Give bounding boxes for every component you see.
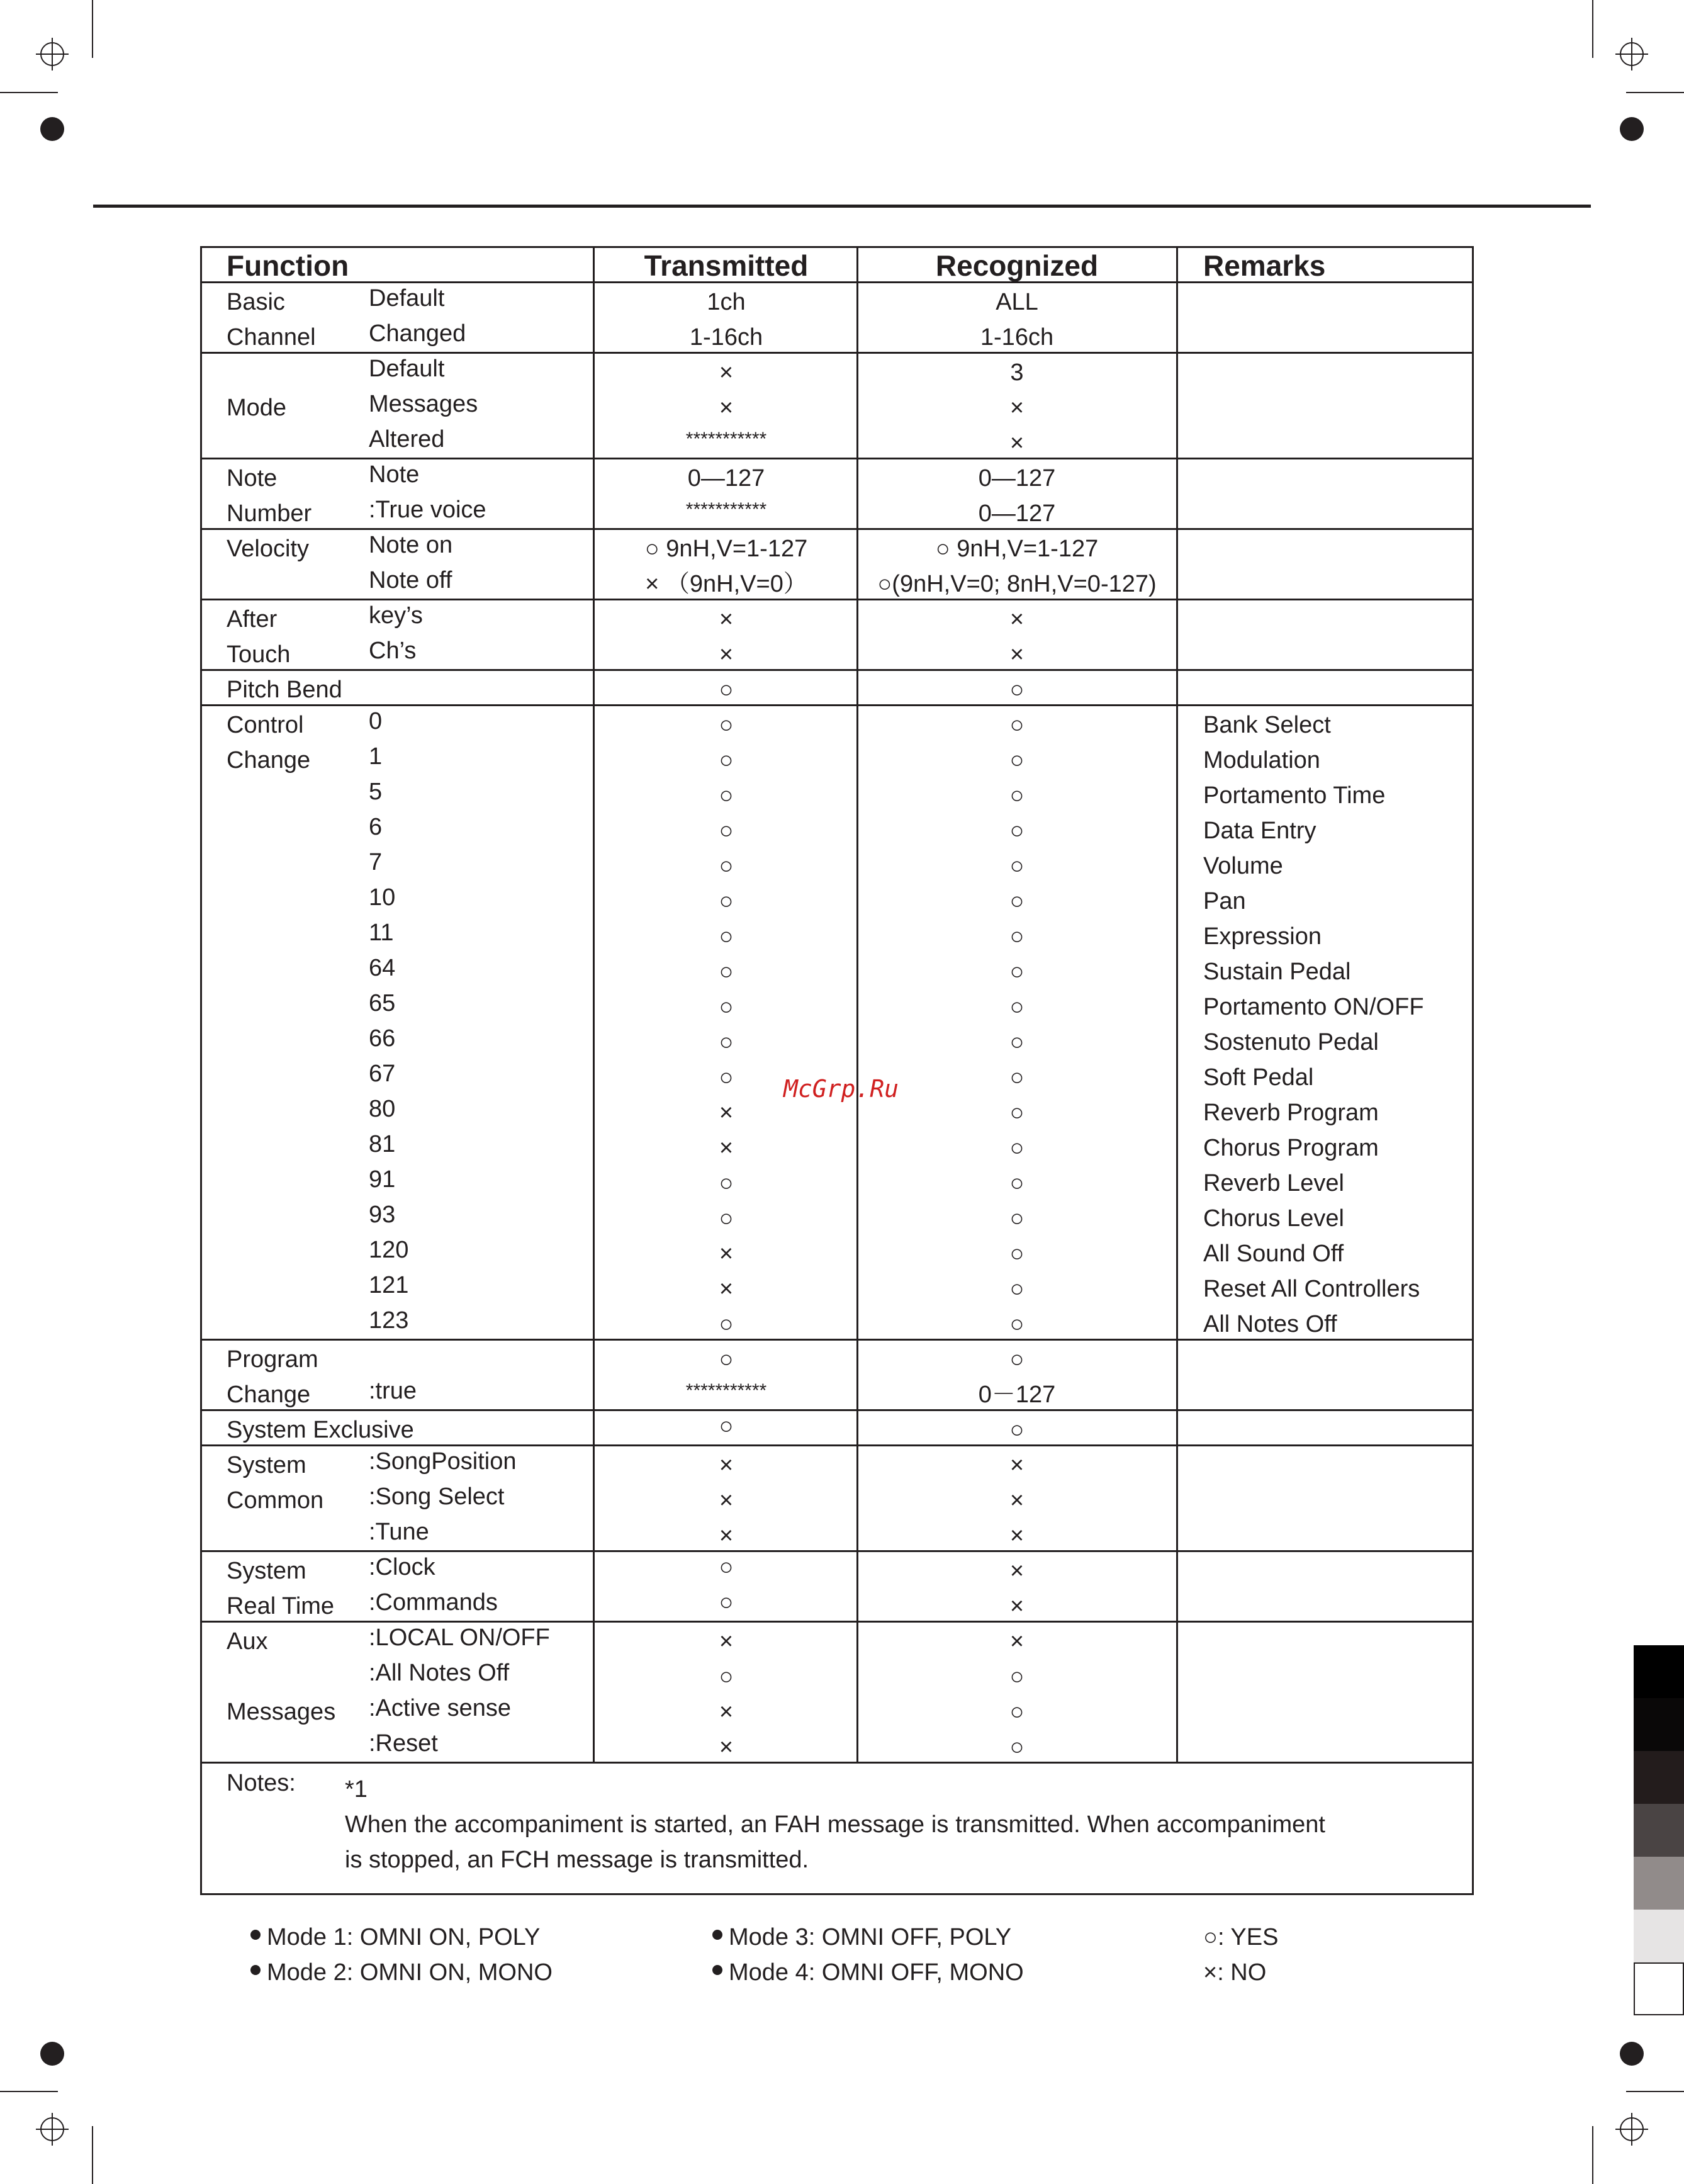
recognized-value: ○ <box>1009 1734 1024 1760</box>
recognized-value: × <box>1009 1558 1024 1584</box>
recognized-value: ○ <box>1009 1064 1024 1091</box>
function-label: Number <box>227 500 312 527</box>
sub-function-label: Altered <box>369 426 445 453</box>
transmitted-value: 0—127 <box>687 465 765 492</box>
recognized-value: ○ <box>1009 1170 1024 1196</box>
controller-number: 81 <box>369 1131 396 1157</box>
function-label: Mode <box>227 395 287 421</box>
transmitted-value: × <box>719 1276 734 1302</box>
controller-number: 10 <box>369 884 396 911</box>
swatch <box>1634 1910 1684 1962</box>
remark-text: Reset All Controllers <box>1203 1276 1420 1302</box>
function-label: Messages <box>227 1699 336 1725</box>
recognized-value: ○ <box>1009 888 1024 915</box>
recognized-value: ALL <box>996 289 1038 315</box>
recognized-value: × <box>1009 430 1024 456</box>
function-label: Change <box>227 747 311 774</box>
controller-number: 64 <box>369 955 396 981</box>
swatch <box>1634 1857 1684 1910</box>
transmitted-value: × <box>719 1135 734 1161</box>
recognized-value: ○ <box>1009 1276 1024 1302</box>
transmitted-value: × <box>719 395 734 421</box>
recognized-value: ○ <box>1009 853 1024 879</box>
transmitted-value: ○ <box>719 1029 734 1055</box>
controller-number: 93 <box>369 1202 396 1228</box>
sub-function-label: :LOCAL ON/OFF <box>369 1624 550 1651</box>
recognized-value: ○(9nH,V=0; 8nH,V=0-127) <box>877 571 1157 597</box>
swatch <box>1634 1751 1684 1804</box>
remark-text: Reverb Level <box>1203 1170 1344 1196</box>
sub-function-label: :All Notes Off <box>369 1660 510 1686</box>
controller-number: 5 <box>369 779 383 805</box>
registration-dot-icon <box>40 117 64 141</box>
transmitted-value: × （9nH,V=0） <box>645 571 807 597</box>
function-label: Note <box>227 465 278 492</box>
remark-text: Modulation <box>1203 747 1320 774</box>
function-label: After <box>227 606 278 633</box>
recognized-value: ○ <box>1009 994 1024 1020</box>
recognized-value: × <box>1009 395 1024 421</box>
transmitted-value: × <box>719 1241 734 1267</box>
transmitted-value: × <box>719 1699 734 1725</box>
recognized-value: ○ <box>1009 782 1024 809</box>
transmitted-value: 1ch <box>707 289 746 315</box>
sub-function-label: Changed <box>369 320 466 347</box>
column-divider <box>1176 246 1178 1762</box>
transmitted-value: × <box>719 1487 734 1514</box>
recognized-value: ○ <box>1009 1346 1024 1373</box>
function-label: Channel <box>227 324 316 351</box>
remark-text: Sostenuto Pedal <box>1203 1029 1379 1055</box>
controller-number: 11 <box>369 920 394 946</box>
transmitted-value: × <box>719 641 734 668</box>
recognized-value: ○ <box>1009 1699 1024 1725</box>
header-function: Function <box>227 249 349 282</box>
recognized-value: ○ <box>1009 818 1024 844</box>
recognized-value: × <box>1009 1452 1024 1478</box>
controller-number: 65 <box>369 990 396 1016</box>
recognized-value: ○ <box>1009 1100 1024 1126</box>
controller-number: 91 <box>369 1166 396 1193</box>
swatch <box>1634 1698 1684 1751</box>
remark-text: Volume <box>1203 853 1283 879</box>
remark-text: Portamento Time <box>1203 782 1386 809</box>
transmitted-value: × <box>719 1452 734 1478</box>
header-rule <box>93 205 1591 208</box>
recognized-value: × <box>1009 1593 1024 1619</box>
transmitted-value: ○ <box>719 677 734 703</box>
transmitted-value: ○ <box>719 1663 734 1690</box>
transmitted-value: ○ <box>719 1205 734 1232</box>
recognized-value: ○ <box>1009 677 1024 703</box>
recognized-value: 0－127 <box>978 1382 1056 1408</box>
legend-no: ×: NO <box>1203 1959 1267 1986</box>
registration-mark-icon <box>36 38 69 70</box>
sub-function-label: key’s <box>369 602 423 629</box>
recognized-value: ○ <box>1009 959 1024 985</box>
recognized-value: ○ <box>1009 1029 1024 1055</box>
function-label: Real Time <box>227 1593 335 1619</box>
bullet-icon <box>250 1965 261 1975</box>
remark-text: Bank Select <box>1203 712 1331 738</box>
transmitted-value: ○ 9nH,V=1-127 <box>644 536 808 562</box>
transmitted-value: ○ <box>719 1554 734 1580</box>
function-label: Common <box>227 1487 324 1514</box>
transmitted-value: *********** <box>685 499 767 520</box>
transmitted-value: ○ <box>719 1346 734 1373</box>
controller-number: 121 <box>369 1272 409 1298</box>
controller-number: 120 <box>369 1237 409 1263</box>
legend-yes: ○: YES <box>1203 1924 1279 1950</box>
recognized-value: 1-16ch <box>980 324 1054 351</box>
transmitted-value: × <box>719 1734 734 1760</box>
transmitted-value: *********** <box>685 1380 767 1401</box>
sub-function-label: Messages <box>369 391 478 417</box>
function-label: Velocity <box>227 536 309 562</box>
notes-text: When the accompaniment is started, an FAH message is transmitted. When accompaniment is stopped, an FCH message is transmitted. <box>345 1811 1325 1873</box>
function-label: System <box>227 1452 306 1478</box>
sub-function-label: :Song Select <box>369 1483 505 1510</box>
swatch <box>1634 1645 1684 1698</box>
controller-number: 66 <box>369 1025 396 1052</box>
sub-function-label: :Tune <box>369 1519 429 1545</box>
function-label: System <box>227 1558 306 1584</box>
remark-text: Chorus Program <box>1203 1135 1379 1161</box>
transmitted-value: ○ <box>719 1170 734 1196</box>
function-label: Control <box>227 712 304 738</box>
registration-dot-icon <box>1620 117 1644 141</box>
sub-function-label: Ch’s <box>369 638 417 664</box>
function-label: System Exclusive <box>227 1417 414 1443</box>
function-label: Change <box>227 1382 311 1408</box>
transmitted-value: × <box>719 1523 734 1549</box>
sub-function-label: Default <box>369 285 445 312</box>
header-transmitted: Transmitted <box>644 249 809 282</box>
recognized-value: ○ <box>1009 923 1024 950</box>
remark-text: All Notes Off <box>1203 1311 1337 1337</box>
recognized-value: × <box>1009 1487 1024 1514</box>
sub-function-label: :True voice <box>369 497 486 523</box>
transmitted-value: ○ <box>719 1589 734 1616</box>
controller-number: 80 <box>369 1096 396 1122</box>
function-label: Program <box>227 1346 318 1373</box>
legend-item: Mode 1: OMNI ON, POLY <box>250 1920 540 1955</box>
transmitted-value: ○ <box>719 1413 734 1439</box>
remark-text: Pan <box>1203 888 1246 915</box>
remark-text: Chorus Level <box>1203 1205 1344 1232</box>
recognized-value: 3 <box>1010 359 1024 386</box>
registration-dot-icon <box>40 2042 64 2066</box>
transmitted-value: × <box>719 606 734 633</box>
controller-number: 123 <box>369 1307 409 1334</box>
swatch <box>1634 1962 1684 2015</box>
sub-function-label: Note on <box>369 532 453 558</box>
header-recognized: Recognized <box>935 249 1099 282</box>
recognized-value: ○ <box>1009 1311 1024 1337</box>
remark-text: Sustain Pedal <box>1203 959 1351 985</box>
function-label: Basic <box>227 289 285 315</box>
remark-text: Soft Pedal <box>1203 1064 1314 1091</box>
controller-number: 1 <box>369 743 383 770</box>
sub-function-label: :true <box>369 1378 417 1404</box>
remark-text: Reverb Program <box>1203 1100 1379 1126</box>
transmitted-value: 1-16ch <box>689 324 763 351</box>
watermark: McGrp.Ru <box>783 1075 899 1103</box>
controller-number: 0 <box>369 708 383 735</box>
transmitted-value: ○ <box>719 959 734 985</box>
header-remarks: Remarks <box>1203 249 1326 282</box>
registration-mark-icon <box>1615 2113 1648 2146</box>
remark-text: Expression <box>1203 923 1322 950</box>
notes-label: Notes: <box>227 1770 296 1796</box>
bullet-icon <box>712 1965 722 1975</box>
function-label: Touch <box>227 641 291 668</box>
recognized-value: ○ <box>1009 712 1024 738</box>
remark-text: All Sound Off <box>1203 1241 1344 1267</box>
controller-number: 6 <box>369 814 383 840</box>
transmitted-value: ○ <box>719 782 734 809</box>
sub-function-label: :Reset <box>369 1730 438 1757</box>
registration-mark-icon <box>1615 38 1648 70</box>
swatch <box>1634 1804 1684 1857</box>
function-label: Aux <box>227 1628 268 1655</box>
recognized-value: × <box>1009 641 1024 668</box>
registration-dot-icon <box>1620 2042 1644 2066</box>
controller-number: 7 <box>369 849 383 875</box>
transmitted-value: ○ <box>719 994 734 1020</box>
sub-function-label: :Clock <box>369 1554 435 1580</box>
sub-function-label: :Active sense <box>369 1695 511 1721</box>
sub-function-label: Default <box>369 356 445 382</box>
recognized-value: ○ <box>1009 1663 1024 1690</box>
transmitted-value: × <box>719 359 734 386</box>
recognized-value: 0—127 <box>978 465 1056 492</box>
transmitted-value: ○ <box>719 853 734 879</box>
recognized-value: ○ <box>1009 1205 1024 1232</box>
transmitted-value: ○ <box>719 1311 734 1337</box>
sub-function-label: Note <box>369 461 420 488</box>
recognized-value: × <box>1009 1628 1024 1655</box>
recognized-value: × <box>1009 606 1024 633</box>
remark-text: Portamento ON/OFF <box>1203 994 1424 1020</box>
recognized-value: ○ 9nH,V=1-127 <box>935 536 1099 562</box>
transmitted-value: ○ <box>719 712 734 738</box>
sub-function-label: :Commands <box>369 1589 498 1616</box>
transmitted-value: ○ <box>719 888 734 915</box>
recognized-value: ○ <box>1009 1241 1024 1267</box>
recognized-value: ○ <box>1009 1135 1024 1161</box>
remark-text: Data Entry <box>1203 818 1316 844</box>
sub-function-label: :SongPosition <box>369 1448 517 1475</box>
function-label: Pitch Bend <box>227 677 342 703</box>
transmitted-value: ○ <box>719 1064 734 1091</box>
notes-marker: *1 <box>345 1776 368 1803</box>
transmitted-value: × <box>719 1628 734 1655</box>
bullet-icon <box>250 1930 261 1940</box>
sub-function-label: Note off <box>369 567 452 594</box>
registration-mark-icon <box>36 2113 69 2146</box>
bullet-icon <box>712 1930 722 1940</box>
transmitted-value: ○ <box>719 923 734 950</box>
transmitted-value: *********** <box>685 429 767 449</box>
recognized-value: × <box>1009 1523 1024 1549</box>
recognized-value: 0—127 <box>978 500 1056 527</box>
legend-item: Mode 2: OMNI ON, MONO <box>250 1955 553 1990</box>
recognized-value: ○ <box>1009 747 1024 774</box>
controller-number: 67 <box>369 1061 396 1087</box>
transmitted-value: ○ <box>719 747 734 774</box>
legend-item: Mode 3: OMNI OFF, POLY <box>712 1920 1011 1955</box>
transmitted-value: ○ <box>719 818 734 844</box>
legend-item: Mode 4: OMNI OFF, MONO <box>712 1955 1024 1990</box>
recognized-value: ○ <box>1009 1417 1024 1443</box>
transmitted-value: × <box>719 1100 734 1126</box>
